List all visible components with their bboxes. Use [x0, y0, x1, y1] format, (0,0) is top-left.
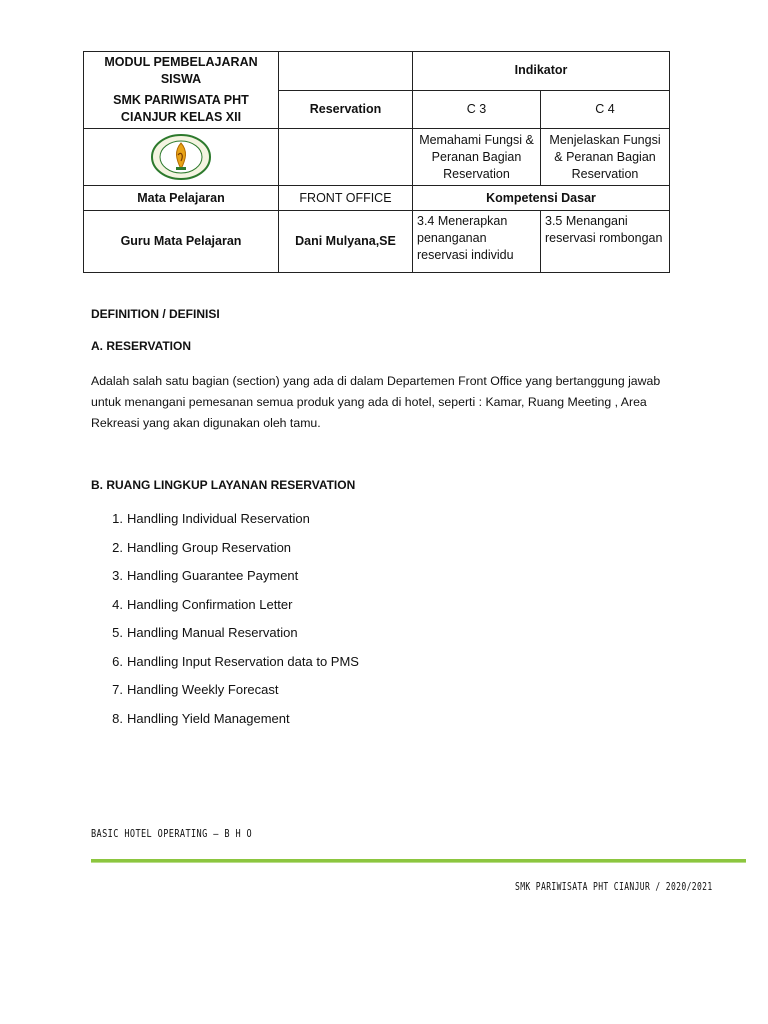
c4-desc-cell: Menjelaskan Fungsi & Peranan Bagian Reservation — [541, 129, 670, 186]
footer-divider — [91, 859, 746, 863]
reservation-cell: Reservation — [279, 90, 413, 129]
empty-cell-top — [279, 52, 413, 91]
section-b-heading: B. RUANG LINGKUP LAYANAN RESERVATION — [91, 478, 356, 492]
school-title: SMK PARIWISATA PHT CIANJUR KELAS XII — [113, 93, 249, 124]
definition-heading: DEFINITION / DEFINISI — [91, 307, 220, 321]
c3-cell: C 3 — [413, 90, 541, 129]
guru-value: Dani Mulyana,SE — [279, 211, 413, 273]
list-item: 1. Handling Individual Reservation — [112, 511, 310, 526]
list-item: 5. Handling Manual Reservation — [112, 625, 298, 640]
mapel-label: Mata Pelajaran — [84, 186, 279, 211]
mapel-value: FRONT OFFICE — [279, 186, 413, 211]
section-a-heading: A. RESERVATION — [91, 339, 192, 353]
kd-label: Kompetensi Dasar — [413, 186, 670, 211]
kd-34-cell: 3.4 Menerapkan penanganan reservasi individu — [413, 211, 541, 273]
service-scope-list — [91, 509, 359, 737]
footer-school-year: SMK PARIWISATA PHT CIANJUR / 2020/2021 — [515, 880, 713, 893]
kd-35-cell: 3.5 Menangani reservasi rombongan — [541, 211, 670, 273]
list-item: 7. Handling Weekly Forecast — [112, 682, 279, 697]
indikator-header: Indikator — [413, 52, 670, 91]
c3-desc-cell: Memahami Fungsi & Peranan Bagian Reservation — [413, 129, 541, 186]
logo-cell — [84, 129, 279, 186]
list-item: 4. Handling Confirmation Letter — [112, 596, 293, 612]
section-a-paragraph: Adalah salah satu bagian (section) yang ada di dalam Departemen Front Office yang bertanggung jawab untuk menangani pemesanan semua produk yang ada di hotel, seperti : Kamar, Ruang Meeting , Area Rekreasi yang akan digunakan oleh tamu. — [91, 374, 661, 430]
list-item: 8. Handling Yield Management — [112, 710, 290, 726]
school-logo-icon — [150, 133, 212, 181]
module-header-table — [83, 51, 670, 273]
empty-cell-mid — [279, 129, 413, 186]
list-item: 3. Handling Guarantee Payment — [112, 568, 299, 583]
list-item: 2. Handling Group Reservation — [112, 539, 292, 555]
list-item: 6. Handling Input Reservation data to PMS — [112, 653, 359, 669]
c4-cell: C 4 — [541, 90, 670, 129]
guru-label: Guru Mata Pelajaran — [84, 211, 279, 273]
footer-course-label: BASIC HOTEL OPERATING – B H O — [91, 827, 253, 840]
module-title-cell — [84, 52, 279, 129]
module-title: MODUL PEMBELAJARAN SISWA — [104, 55, 258, 86]
